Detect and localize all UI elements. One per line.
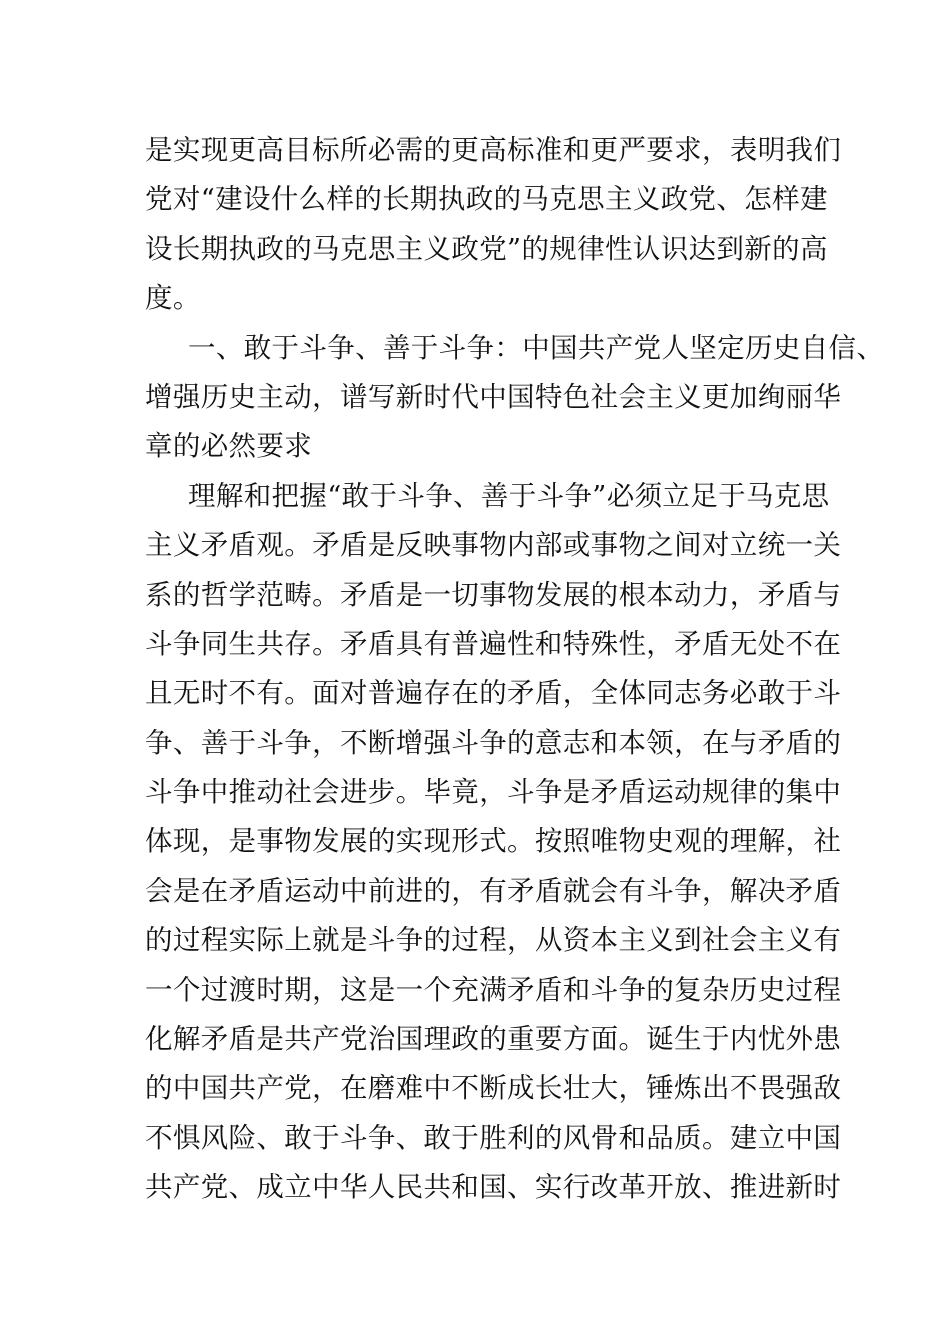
section-heading [145, 324, 885, 472]
text-line: 不惧风险、敢于斗争、敢于胜利的风骨和品质。建立中国 [145, 1121, 842, 1154]
text-line: 争、善于斗争，不断增强斗争的意志和本领，在与矛盾的 [145, 726, 842, 759]
body-paragraph [145, 472, 842, 1213]
text-line: 一个过渡时期，这是一个充满矛盾和斗争的复杂历史过程 [145, 973, 842, 1006]
text-line: 主义矛盾观。矛盾是反映事物内部或事物之间对立统一关 [145, 529, 842, 562]
text-line: 理解和把握“敢于斗争、善于斗争”必须立足于马克思 [188, 479, 830, 512]
heading-line: 增强历史主动，谱写新时代中国特色社会主义更加绚丽华 [145, 380, 842, 413]
text-line: 设长期执政的马克思主义政党”的规律性认识达到新的高 [145, 232, 828, 265]
text-line: 体现，是事物发展的实现形式。按照唯物史观的理解，社 [145, 825, 842, 858]
text-line: 的中国共产党，在磨难中不断成长壮大，锤炼出不畏强敌 [145, 1072, 842, 1105]
text-line: 度。 [145, 282, 201, 315]
text-line: 党对“建设什么样的长期执政的马克思主义政党、怎样建 [145, 183, 828, 216]
heading-line: 章的必然要求 [145, 430, 313, 463]
text-line: 共产党、成立中华人民共和国、实行改革开放、推进新时 [145, 1171, 842, 1204]
text-line: 化解矛盾是共产党治国理政的重要方面。诞生于内忧外患 [145, 1023, 842, 1056]
document-body [145, 126, 885, 1213]
text-line: 会是在矛盾运动中前进的，有矛盾就会有斗争，解决矛盾 [145, 874, 842, 907]
text-line: 系的哲学范畴。矛盾是一切事物发展的根本动力，矛盾与 [145, 578, 842, 611]
heading-line: 一、敢于斗争、善于斗争：中国共产党人坚定历史自信、 [188, 331, 885, 364]
text-line: 是实现更高目标所必需的更高标准和更严要求，表明我们 [145, 134, 842, 166]
text-line: 斗争同生共存。矛盾具有普遍性和特殊性，矛盾无处不在 [145, 627, 842, 660]
text-line: 且无时不有。面对普遍存在的矛盾，全体同志务必敢于斗 [145, 677, 842, 710]
text-line: 的过程实际上就是斗争的过程，从资本主义到社会主义有 [145, 924, 842, 957]
text-line: 斗争中推动社会进步。毕竟，斗争是矛盾运动规律的集中 [145, 776, 842, 809]
paragraph-continuation [145, 126, 842, 324]
